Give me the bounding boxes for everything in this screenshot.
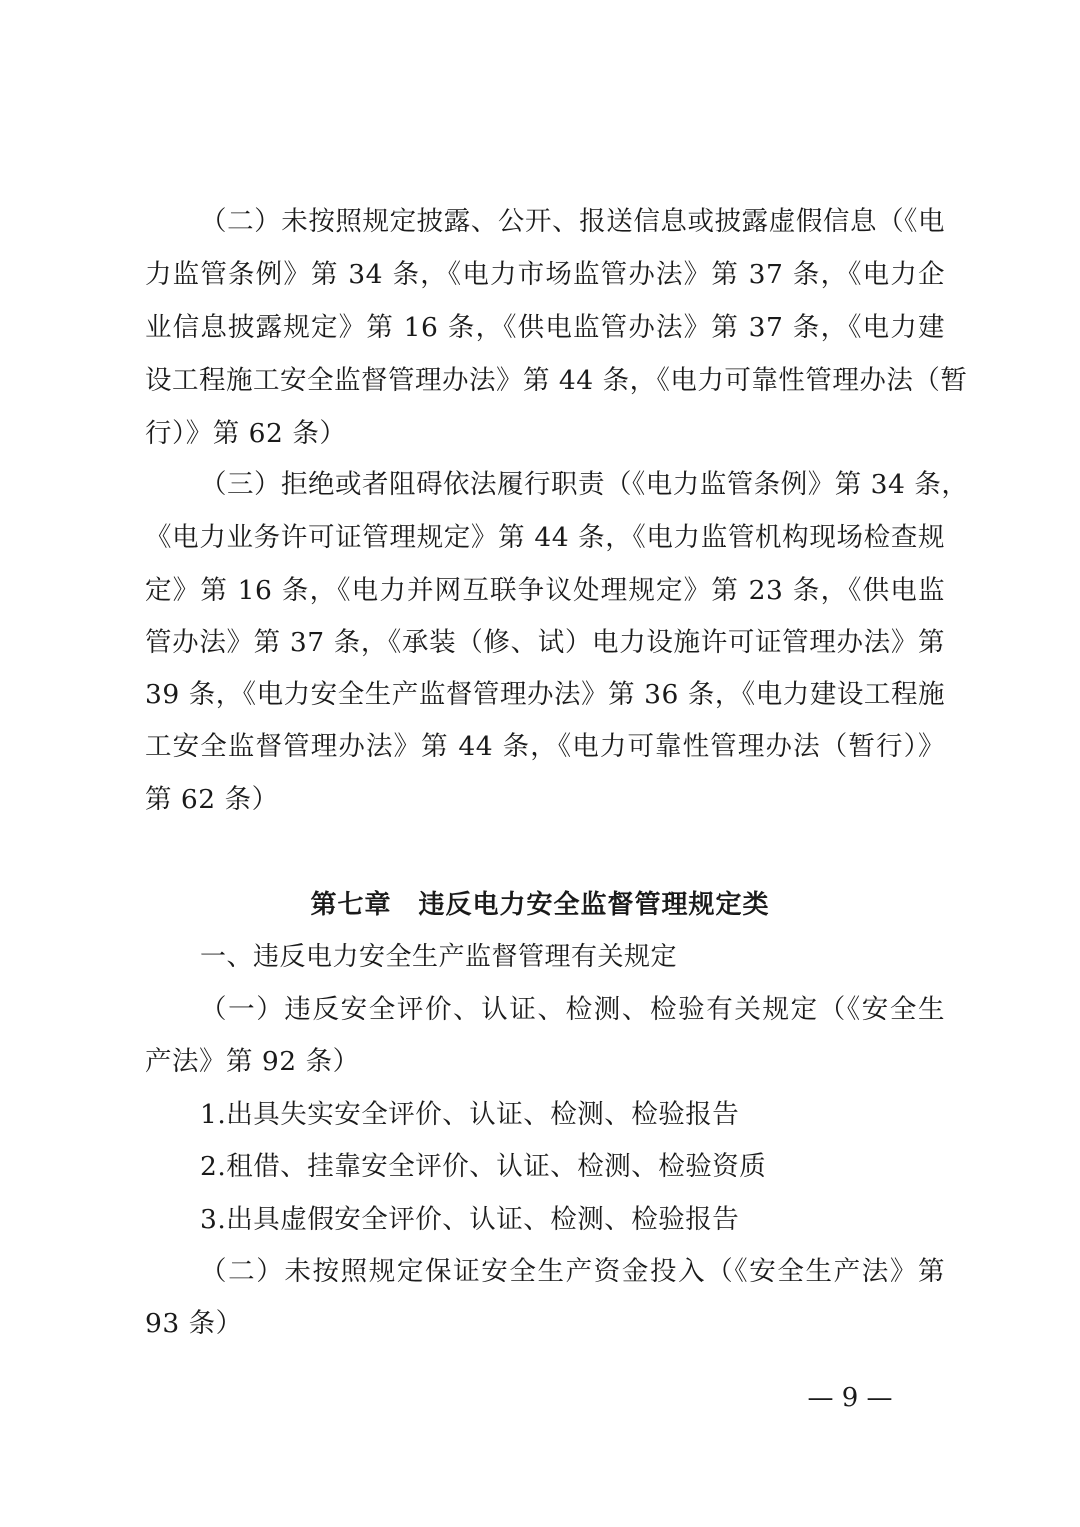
- list-item: 3.出具虚假安全评价、认证、检测、检验报告: [200, 1204, 740, 1235]
- text-line: 93 条）: [145, 1308, 243, 1339]
- text-line: （二）未按照规定保证安全生产资金投入（《安全生产法》第: [200, 1256, 945, 1287]
- page-number: — 9 —: [807, 1383, 893, 1413]
- list-item: 1.出具失实安全评价、认证、检测、检验报告: [200, 1099, 740, 1130]
- text-line: 业信息披露规定》第 16 条，《供电监管办法》第 37 条，《电力建: [145, 312, 945, 343]
- text-line: （三）拒绝或者阻碍依法履行职责（《电力监管条例》第 34 条，: [200, 469, 969, 500]
- text-line: （一）违反安全评价、认证、检测、检验有关规定（《安全生: [200, 994, 945, 1025]
- text-line: 力监管条例》第 34 条，《电力市场监管办法》第 37 条，《电力企: [145, 259, 945, 290]
- text-line: （二）未按照规定披露、公开、报送信息或披露虚假信息（《电: [200, 206, 945, 237]
- text-line: 管办法》第 37 条，《承装（修、试）电力设施许可证管理办法》第: [145, 627, 945, 658]
- text-line: 设工程施工安全监督管理办法》第 44 条，《电力可靠性管理办法（暂: [145, 365, 968, 396]
- list-item: 2.租借、挂靠安全评价、认证、检测、检验资质: [200, 1151, 767, 1182]
- text-line: 39 条，《电力安全生产监督管理办法》第 36 条，《电力建设工程施: [145, 679, 945, 710]
- section-title: 一、违反电力安全生产监督管理有关规定: [200, 942, 678, 972]
- text-line: 定》第 16 条，《电力并网互联争议处理规定》第 23 条，《供电监: [145, 575, 945, 606]
- text-line: 《电力业务许可证管理规定》第 44 条，《电力监管机构现场检查规: [145, 522, 945, 553]
- text-line: 工安全监督管理办法》第 44 条，《电力可靠性管理办法（暂行）》: [145, 731, 945, 762]
- text-line: 产法》第 92 条）: [145, 1046, 360, 1077]
- text-line: 第 62 条）: [145, 784, 279, 815]
- text-line: 行）》第 62 条）: [145, 418, 347, 449]
- chapter-title: 第七章 违反电力安全监督管理规定类: [310, 890, 770, 920]
